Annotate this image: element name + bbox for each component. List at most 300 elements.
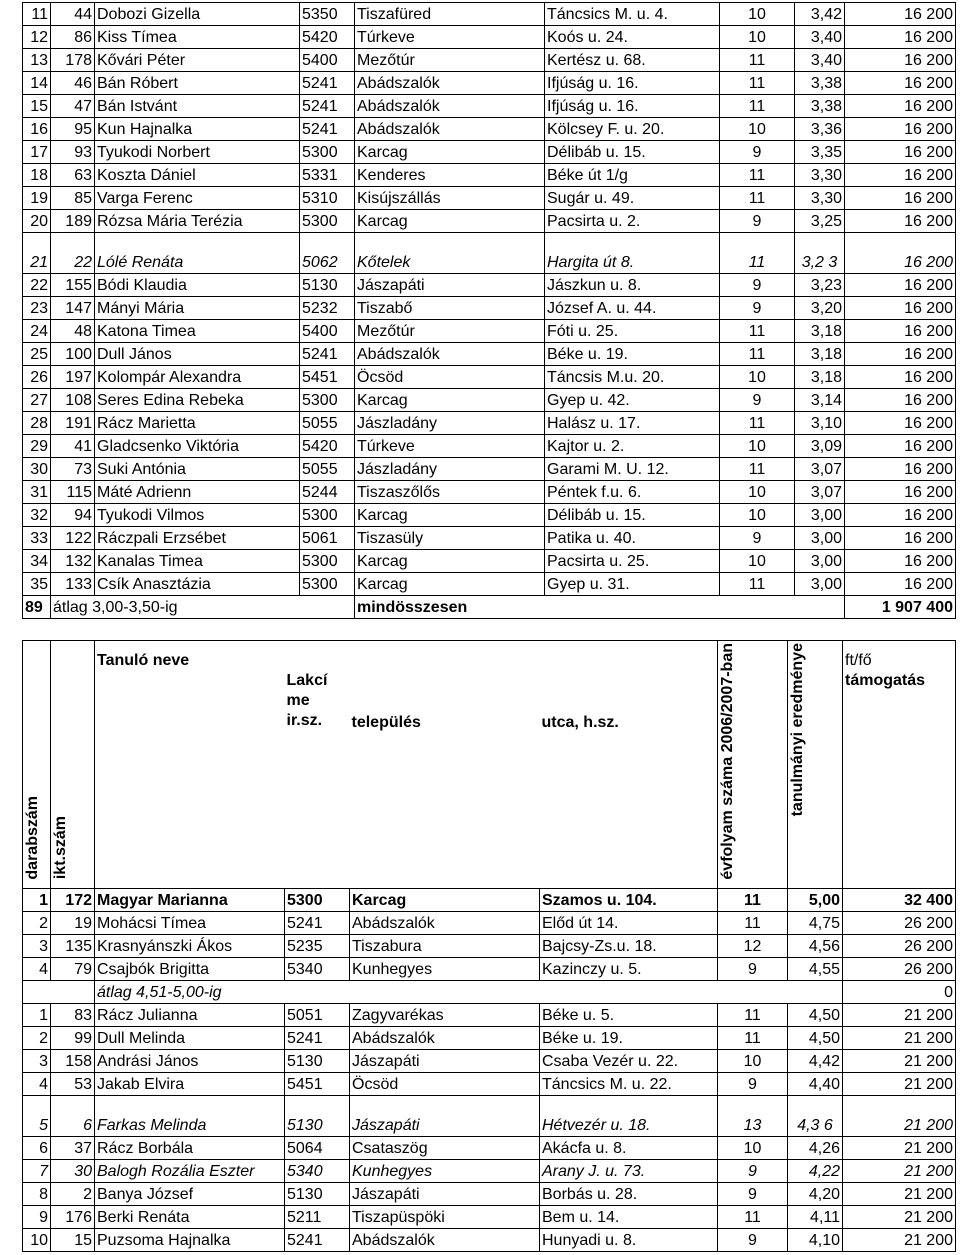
cell-average: 3,40: [795, 26, 845, 49]
cell-street-address: Akácfa u. 8.: [540, 1136, 718, 1159]
cell-grade: 9: [720, 274, 795, 297]
cell-student-name: Dobozi Gizella: [95, 3, 300, 26]
cell-city: Karcag: [355, 389, 545, 412]
cell-city: Zagyvarékas: [350, 1003, 540, 1026]
cell-row-number: 9: [23, 1205, 51, 1228]
cell-grade: 9: [718, 957, 788, 980]
summary-range: átlag 3,00-3,50-ig: [51, 596, 355, 619]
cell-city: Kunhegyes: [350, 1159, 540, 1182]
cell-amount: 16 200: [845, 3, 956, 26]
cell-grade: 9: [718, 1182, 788, 1205]
table-row: [23, 481, 956, 504]
cell-grade: 11: [718, 1026, 788, 1049]
cell-postal-code: 5350: [300, 3, 355, 26]
cell-average: 3,00: [795, 573, 845, 596]
cell-amount: 16 200: [845, 187, 956, 210]
cell-row-number: 29: [23, 435, 51, 458]
cell-postal-code: 5235: [285, 934, 350, 957]
cell-student-name: Banya József: [95, 1182, 285, 1205]
cell-amount: 16 200: [845, 118, 956, 141]
cell-average: 3,30: [795, 164, 845, 187]
cell-postal-code: 5300: [300, 573, 355, 596]
table-upper: [22, 2, 956, 619]
cell-amount: 21 200: [843, 1159, 956, 1182]
summary-total: 1 907 400: [845, 596, 956, 619]
cell-city: Karcag: [355, 210, 545, 233]
cell-student-name: Jakab Elvira: [95, 1072, 285, 1095]
cell-ikt-number: 93: [51, 141, 95, 164]
cell-grade: 10: [720, 481, 795, 504]
table-row: [23, 187, 956, 210]
cell-student-name: Balogh Rozália Eszter: [95, 1159, 285, 1182]
cell-city: Abádszalók: [355, 118, 545, 141]
cell-grade: 10: [720, 435, 795, 458]
cell-city: Mezőtúr: [355, 49, 545, 72]
cell-postal-code: 5331: [300, 164, 355, 187]
cell-grade: 11: [720, 164, 795, 187]
cell-ikt-number: 135: [51, 934, 95, 957]
cell-street-address: Kölcsey F. u. 20.: [545, 118, 720, 141]
cell-grade: 9: [718, 1072, 788, 1095]
cell-average: 3,07: [795, 458, 845, 481]
cell-student-name: Mányi Mária: [95, 297, 300, 320]
table-row: [23, 1003, 956, 1026]
cell-row-number: 31: [23, 481, 51, 504]
cell-city: Abádszalók: [355, 95, 545, 118]
cell-grade: 10: [718, 1049, 788, 1072]
cell-amount: 16 200: [845, 481, 956, 504]
cell-grade: 10: [720, 118, 795, 141]
cell-student-name: Bán Istvánt: [95, 95, 300, 118]
cell-city: Tiszasüly: [355, 527, 545, 550]
cell-postal-code: 5400: [300, 320, 355, 343]
cell-postal-code: 5300: [285, 888, 350, 911]
cell-amount: 21 200: [843, 1072, 956, 1095]
cell-ikt-number: 63: [51, 164, 95, 187]
cell-grade: 11: [718, 1205, 788, 1228]
cell-city: Abádszalók: [350, 1026, 540, 1049]
table-row: [23, 934, 956, 957]
cell-street-address: Ifjúság u. 16.: [545, 95, 720, 118]
cell-city: Tiszabő: [355, 297, 545, 320]
cell-row-number: 17: [23, 141, 51, 164]
cell-city: Túrkeve: [355, 435, 545, 458]
cell-student-name: Ráczpali Erzsébet: [95, 527, 300, 550]
table-row: [23, 1095, 956, 1136]
cell-street-address: Béke u. 19.: [540, 1026, 718, 1049]
cell-average: 3,00: [795, 527, 845, 550]
cell-city: Abádszalók: [355, 72, 545, 95]
group-spacer: [23, 980, 95, 1003]
cell-postal-code: 5420: [300, 435, 355, 458]
cell-city: Mezőtúr: [355, 320, 545, 343]
cell-student-name: Krasnyánszki Ákos: [95, 934, 285, 957]
cell-city: Öcsöd: [355, 366, 545, 389]
table-row: [23, 888, 956, 911]
cell-average: 3,23: [795, 274, 845, 297]
cell-row-number: 4: [23, 957, 51, 980]
cell-ikt-number: 79: [51, 957, 95, 980]
cell-postal-code: 5310: [300, 187, 355, 210]
cell-city: Karcag: [355, 550, 545, 573]
cell-ikt-number: 99: [51, 1026, 95, 1049]
table-row: [23, 435, 956, 458]
cell-grade: 10: [720, 26, 795, 49]
cell-postal-code: 5241: [300, 343, 355, 366]
cell-street-address: Hargita út 8.: [545, 233, 720, 274]
cell-amount: 16 200: [845, 320, 956, 343]
cell-city: Tiszaszőlős: [355, 481, 545, 504]
cell-ikt-number: 176: [51, 1205, 95, 1228]
table-row: [23, 1159, 956, 1182]
cell-amount: 21 200: [843, 1049, 956, 1072]
table-row: [23, 3, 956, 26]
cell-student-name: Rácz Julianna: [95, 1003, 285, 1026]
cell-city: Túrkeve: [355, 26, 545, 49]
cell-amount: 16 200: [845, 26, 956, 49]
table-row: [23, 458, 956, 481]
cell-postal-code: 5232: [300, 297, 355, 320]
cell-grade: 9: [718, 1159, 788, 1182]
group-label: átlag 4,51-5,00-ig: [95, 980, 843, 1003]
cell-grade: 9: [720, 297, 795, 320]
cell-street-address: Gyep u. 31.: [545, 573, 720, 596]
cell-grade: 11: [720, 343, 795, 366]
cell-postal-code: 5300: [300, 141, 355, 164]
cell-row-number: 24: [23, 320, 51, 343]
cell-grade: 10: [720, 366, 795, 389]
cell-postal-code: 5451: [300, 366, 355, 389]
cell-amount: 16 200: [845, 72, 956, 95]
cell-grade: 11: [718, 1003, 788, 1026]
cell-amount: 16 200: [845, 297, 956, 320]
table-row: [23, 1182, 956, 1205]
cell-ikt-number: 30: [51, 1159, 95, 1182]
cell-student-name: Kanalas Timea: [95, 550, 300, 573]
cell-postal-code: 5064: [285, 1136, 350, 1159]
table-row: [23, 1228, 956, 1251]
cell-average: 3,38: [795, 72, 845, 95]
cell-ikt-number: 172: [51, 888, 95, 911]
table-row: [23, 343, 956, 366]
cell-row-number: 12: [23, 26, 51, 49]
cell-amount: 16 200: [845, 458, 956, 481]
cell-row-number: 1: [23, 1003, 51, 1026]
group-amount: 0: [843, 980, 956, 1003]
table-row: [23, 210, 956, 233]
cell-city: Jászapáti: [350, 1049, 540, 1072]
cell-average: 3,09: [795, 435, 845, 458]
cell-ikt-number: 53: [51, 1072, 95, 1095]
cell-row-number: 34: [23, 550, 51, 573]
cell-street-address: Hétvezér u. 18.: [540, 1095, 718, 1136]
cell-street-address: Béke út 1/g: [545, 164, 720, 187]
cell-average: 4,56: [788, 934, 843, 957]
cell-average: 4,11: [788, 1205, 843, 1228]
cell-student-name: Csajbók Brigitta: [95, 957, 285, 980]
cell-postal-code: 5241: [285, 911, 350, 934]
table-row: [23, 911, 956, 934]
cell-ikt-number: 115: [51, 481, 95, 504]
cell-student-name: Tyukodi Norbert: [95, 141, 300, 164]
cell-average: 3,38: [795, 95, 845, 118]
cell-student-name: Varga Ferenc: [95, 187, 300, 210]
cell-ikt-number: 100: [51, 343, 95, 366]
cell-average: 3,25: [795, 210, 845, 233]
cell-row-number: 13: [23, 49, 51, 72]
cell-grade: 11: [720, 573, 795, 596]
cell-student-name: Bódi Klaudia: [95, 274, 300, 297]
cell-average: 5,00: [788, 888, 843, 911]
cell-amount: 16 200: [845, 550, 956, 573]
cell-average: 4,40: [788, 1072, 843, 1095]
cell-postal-code: 5241: [300, 95, 355, 118]
cell-student-name: Berki Renáta: [95, 1205, 285, 1228]
cell-amount: 16 200: [845, 343, 956, 366]
cell-average: 4,75: [788, 911, 843, 934]
cell-amount: 16 200: [845, 49, 956, 72]
cell-city: Jászapáti: [350, 1182, 540, 1205]
table-row: [23, 274, 956, 297]
cell-average: 4,50: [788, 1026, 843, 1049]
group-row: [23, 980, 956, 1003]
cell-postal-code: 5130: [300, 274, 355, 297]
cell-row-number: 18: [23, 164, 51, 187]
cell-postal-code: 5061: [300, 527, 355, 550]
cell-grade: 10: [720, 3, 795, 26]
cell-grade: 9: [720, 389, 795, 412]
header-grade: évfolyam száma 2006/2007-ban: [718, 641, 788, 889]
cell-amount: 26 200: [843, 911, 956, 934]
cell-row-number: 20: [23, 210, 51, 233]
cell-street-address: Fóti u. 25.: [545, 320, 720, 343]
cell-amount: 21 200: [843, 1182, 956, 1205]
summary-count: 89: [23, 596, 51, 619]
cell-student-name: Rózsa Mária Terézia: [95, 210, 300, 233]
cell-average: 4,22: [788, 1159, 843, 1182]
table-row: [23, 1049, 956, 1072]
cell-student-name: Kun Hajnalka: [95, 118, 300, 141]
cell-ikt-number: 122: [51, 527, 95, 550]
cell-student-name: Lólé Renáta: [95, 233, 300, 274]
cell-postal-code: 5300: [300, 210, 355, 233]
cell-street-address: József A. u. 44.: [545, 297, 720, 320]
table-row: [23, 504, 956, 527]
cell-average: 3,2 3: [795, 233, 845, 274]
cell-grade: 10: [720, 504, 795, 527]
cell-average: 4,55: [788, 957, 843, 980]
header-name: Tanuló neve: [95, 641, 285, 889]
cell-student-name: Suki Antónia: [95, 458, 300, 481]
cell-street-address: Jászkun u. 8.: [545, 274, 720, 297]
cell-row-number: 27: [23, 389, 51, 412]
cell-amount: 16 200: [845, 95, 956, 118]
cell-city: Karcag: [355, 504, 545, 527]
cell-postal-code: 5300: [300, 389, 355, 412]
cell-ikt-number: 132: [51, 550, 95, 573]
cell-postal-code: 5241: [285, 1228, 350, 1251]
cell-average: 3,40: [795, 49, 845, 72]
cell-row-number: 19: [23, 187, 51, 210]
cell-amount: 16 200: [845, 389, 956, 412]
cell-amount: 16 200: [845, 412, 956, 435]
cell-street-address: Táncsis M.u. 20.: [545, 366, 720, 389]
cell-student-name: Kolompár Alexandra: [95, 366, 300, 389]
header-addr: utca, h.sz.: [540, 641, 718, 889]
cell-amount: 16 200: [845, 274, 956, 297]
cell-student-name: Csík Anasztázia: [95, 573, 300, 596]
cell-ikt-number: 44: [51, 3, 95, 26]
cell-street-address: Hunyadi u. 8.: [540, 1228, 718, 1251]
table-row: [23, 164, 956, 187]
cell-street-address: Táncsics M. u. 4.: [545, 3, 720, 26]
cell-student-name: Kővári Péter: [95, 49, 300, 72]
cell-city: Kisújszállás: [355, 187, 545, 210]
cell-grade: 11: [718, 888, 788, 911]
cell-amount: 21 200: [843, 1228, 956, 1251]
cell-city: Jászladány: [355, 412, 545, 435]
cell-grade: 10: [720, 550, 795, 573]
cell-postal-code: 5300: [300, 504, 355, 527]
cell-student-name: Gladcsenko Viktória: [95, 435, 300, 458]
cell-postal-code: 5400: [300, 49, 355, 72]
cell-postal-code: 5051: [285, 1003, 350, 1026]
cell-grade: 11: [720, 412, 795, 435]
table-row: [23, 233, 956, 274]
cell-postal-code: 5241: [300, 72, 355, 95]
cell-row-number: 10: [23, 1228, 51, 1251]
cell-grade: 11: [720, 187, 795, 210]
cell-ikt-number: 191: [51, 412, 95, 435]
cell-row-number: 21: [23, 233, 51, 274]
cell-street-address: Bajcsy-Zs.u. 18.: [540, 934, 718, 957]
cell-street-address: Szamos u. 104.: [540, 888, 718, 911]
cell-street-address: Gyep u. 42.: [545, 389, 720, 412]
cell-ikt-number: 47: [51, 95, 95, 118]
cell-ikt-number: 41: [51, 435, 95, 458]
cell-postal-code: 5055: [300, 412, 355, 435]
cell-street-address: Arany J. u. 73.: [540, 1159, 718, 1182]
header-row: [23, 641, 956, 889]
cell-ikt-number: 133: [51, 573, 95, 596]
cell-ikt-number: 178: [51, 49, 95, 72]
cell-street-address: Pacsirta u. 2.: [545, 210, 720, 233]
cell-ikt-number: 108: [51, 389, 95, 412]
table-lower: [22, 640, 956, 1252]
cell-postal-code: 5241: [285, 1026, 350, 1049]
cell-street-address: Kazinczy u. 5.: [540, 957, 718, 980]
cell-amount: 26 200: [843, 957, 956, 980]
cell-row-number: 6: [23, 1136, 51, 1159]
cell-average: 3,36: [795, 118, 845, 141]
cell-row-number: 25: [23, 343, 51, 366]
cell-row-number: 7: [23, 1159, 51, 1182]
cell-city: Jászapáti: [350, 1095, 540, 1136]
table-row: [23, 1205, 956, 1228]
cell-postal-code: 5340: [285, 957, 350, 980]
cell-city: Jászapáti: [355, 274, 545, 297]
cell-city: Tiszapüspöki: [350, 1205, 540, 1228]
cell-grade: 11: [720, 72, 795, 95]
table-row: [23, 320, 956, 343]
cell-amount: 16 200: [845, 435, 956, 458]
cell-street-address: Halász u. 17.: [545, 412, 720, 435]
cell-student-name: Tyukodi Vilmos: [95, 504, 300, 527]
cell-average: 3,20: [795, 297, 845, 320]
cell-average: 3,00: [795, 504, 845, 527]
cell-ikt-number: 86: [51, 26, 95, 49]
cell-ikt-number: 48: [51, 320, 95, 343]
cell-amount: 16 200: [845, 233, 956, 274]
cell-row-number: 26: [23, 366, 51, 389]
cell-street-address: Csaba Vezér u. 22.: [540, 1049, 718, 1072]
header-count: darabszám: [23, 641, 51, 889]
cell-student-name: Katona Timea: [95, 320, 300, 343]
cell-average: 3,10: [795, 412, 845, 435]
cell-average: 4,50: [788, 1003, 843, 1026]
cell-row-number: 30: [23, 458, 51, 481]
cell-city: Kenderes: [355, 164, 545, 187]
cell-row-number: 14: [23, 72, 51, 95]
cell-average: 3,07: [795, 481, 845, 504]
cell-ikt-number: 22: [51, 233, 95, 274]
cell-city: Tiszafüred: [355, 3, 545, 26]
cell-average: 4,26: [788, 1136, 843, 1159]
cell-student-name: Bán Róbert: [95, 72, 300, 95]
cell-grade: 12: [718, 934, 788, 957]
cell-student-name: Magyar Marianna: [95, 888, 285, 911]
cell-amount: 21 200: [843, 1095, 956, 1136]
cell-student-name: Koszta Dániel: [95, 164, 300, 187]
cell-city: Karcag: [355, 141, 545, 164]
cell-row-number: 3: [23, 934, 51, 957]
cell-street-address: Délibáb u. 15.: [545, 504, 720, 527]
cell-city: Abádszalók: [355, 343, 545, 366]
cell-city: Karcag: [355, 573, 545, 596]
cell-row-number: 33: [23, 527, 51, 550]
cell-amount: 26 200: [843, 934, 956, 957]
table-row: [23, 550, 956, 573]
cell-row-number: 2: [23, 911, 51, 934]
cell-row-number: 8: [23, 1182, 51, 1205]
cell-postal-code: 5420: [300, 26, 355, 49]
cell-amount: 21 200: [843, 1205, 956, 1228]
cell-street-address: Péntek f.u. 6.: [545, 481, 720, 504]
cell-ikt-number: 155: [51, 274, 95, 297]
cell-row-number: 3: [23, 1049, 51, 1072]
table-row: [23, 49, 956, 72]
cell-grade: 9: [718, 1228, 788, 1251]
cell-ikt-number: 73: [51, 458, 95, 481]
table-row: [23, 72, 956, 95]
table-row: [23, 26, 956, 49]
header-lakcim: Lakcí me ir.sz.: [285, 641, 350, 889]
cell-amount: 21 200: [843, 1136, 956, 1159]
cell-average: 3,18: [795, 343, 845, 366]
cell-amount: 16 200: [845, 527, 956, 550]
cell-city: Kőtelek: [355, 233, 545, 274]
summary-row: [23, 596, 956, 619]
cell-row-number: 1: [23, 888, 51, 911]
table-row: [23, 389, 956, 412]
cell-street-address: Ifjúság u. 16.: [545, 72, 720, 95]
cell-average: 3,18: [795, 320, 845, 343]
table-row: [23, 527, 956, 550]
cell-postal-code: 5300: [300, 550, 355, 573]
cell-street-address: Táncsics M. u. 22.: [540, 1072, 718, 1095]
cell-grade: 11: [720, 320, 795, 343]
cell-average: 4,20: [788, 1182, 843, 1205]
